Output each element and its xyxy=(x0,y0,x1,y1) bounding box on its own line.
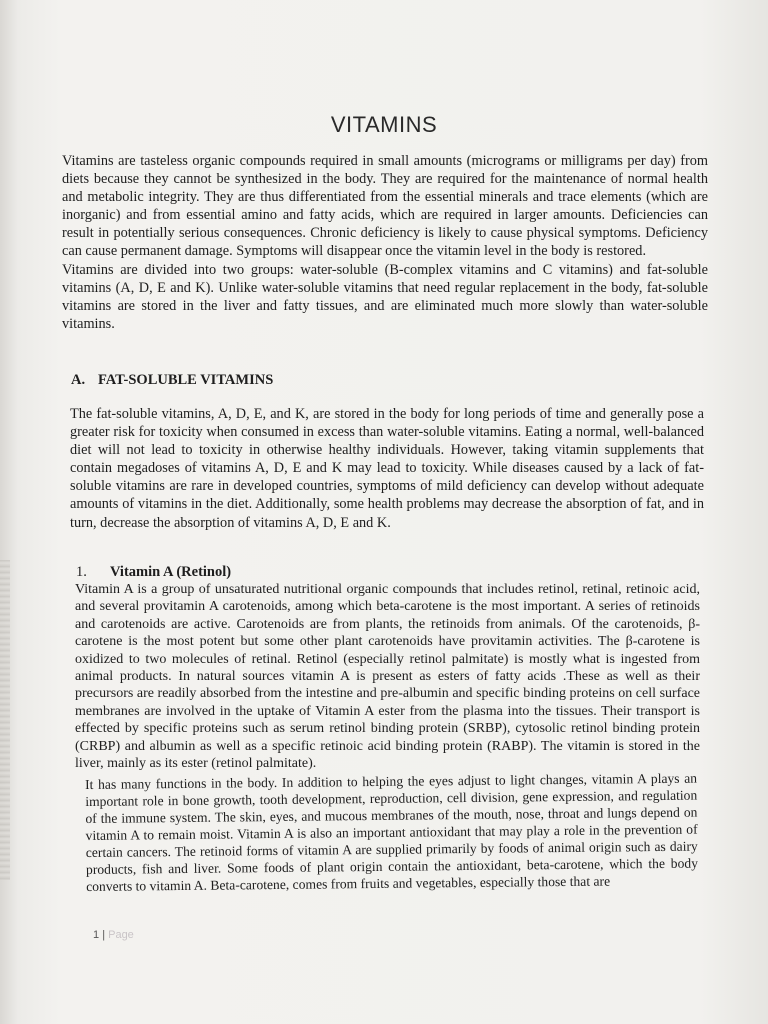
fat-soluble-paragraph: The fat-soluble vitamins, A, D, E, and K, are stored in the body for long periods of time and generally pose a greater risk for toxicity when consumed in excess than water-soluble vitamins. Eating a normal, well-balanced diet will not lead to toxicity in otherwise healthy individuals. However, taking vitamin supplements that contain megadoses of vitamins A, D, E and K may lead to toxicity. While diseases caused by a lack of fat-soluble vitamins are rare in developed countries, symptoms of mild deficiency can develop without adequate amounts of vitamins in the diet. Additionally, some health problems may decrease the absorption of fat, and in turn, decrease the absorption of vitamins A, D, E and K. xyxy=(70,406,704,531)
vitamin-a-paragraph-1: Vitamin A is a group of unsaturated nutritional organic compounds that includes retinol, retinal, retinoic acid, and several provitamin A carotenoids, among which beta-carotene is the most important. A series of retinoids and carotenoids are active. Carotenoids are from plants, the retinoids from animals. Of the carotenoids, β-carotene is the most potent but some other plant carotenoids have provitamin activities. The β-carotene is oxidized to two molecules of retinal. Retinol (especially retinol palmitate) is mostly what is ingested from animal products. In natural sources vitamin A is present as esters of fatty acids .These as well as their precursors are readily absorbed from the intestine and pre-albumin and specific binding proteins on cell surface membranes are involved in the uptake of Vitamin A ester from the plasma into the tissues. Their transport is effected by specific proteins such as serum retinol binding protein (SRBP), cytosolic retinol binding protein (CRBP) and albumin as well as a specific retinoic acid binding protein (RABP). The vitamin is stored in the liver, mainly as its ester (retinol palmitate). xyxy=(75,582,700,772)
vitamin-a-number: 1. xyxy=(76,564,87,580)
page-label: Page xyxy=(108,929,134,941)
vitamin-a-paragraph-2: It has many functions in the body. In addition to helping the eyes adjust to light changes, vitamin A plays an important role in bone growth, tooth development, reproduction, cell division, gene expression, and regulation of the immune system. The skin, eyes, and mucous membranes of the mouth, nose, throat and lungs depend on vitamin A to remain moist. Vitamin A is also an important antioxidant that may play a role in the prevention of certain cancers. The retinoid forms of vitamin A are supplied primarily by foods of animal origin such as dairy products, fish and liver. Some foods of plant origin contain the antioxidant, beta-carotene, which the body converts to vitamin A. Beta-carotene, comes from fruits and vegetables, especially those that are xyxy=(85,770,699,894)
footer-separator: | xyxy=(102,929,106,941)
vitamin-a-heading xyxy=(76,564,231,581)
page-number: 1 xyxy=(93,929,100,941)
page-title: VITAMINS xyxy=(330,112,438,137)
vitamin-a-title: Vitamin A (Retinol) xyxy=(110,564,232,580)
section-a-heading xyxy=(71,372,273,389)
intro-groups-paragraph: Vitamins are divided into two groups: water-soluble (B-complex vitamins and C vitamins) and fat-soluble vitamins (A, D, E and K). Unlike water-soluble vitamins that need regular replacement in the body, fat-soluble vitamins are stored in the liver and fatty tissues, and are eliminated much more slowly than water-soluble vitamins. xyxy=(62,262,708,333)
page-footer xyxy=(93,929,134,941)
scan-binding-shadow xyxy=(0,560,10,880)
section-a-number: A. xyxy=(71,372,86,388)
section-a-title: FAT-SOLUBLE VITAMINS xyxy=(98,372,274,388)
intro-paragraph: Vitamins are tasteless organic compounds required in small amounts (micrograms or milligrams per day) from diets because they cannot be synthesized in the body. They are required for the maintenance of normal health and metabolic integrity. They are thus differentiated from the essential minerals and trace elements (which are inorganic) and from essential amino and fatty acids, which are required in larger amounts. Deficiencies can result in potentially serious consequences. Chronic deficiency is likely to cause physical symptoms. Deficiency can cause permanent damage. Symptoms will disappear once the vitamin level in the body is restored. xyxy=(62,153,708,260)
